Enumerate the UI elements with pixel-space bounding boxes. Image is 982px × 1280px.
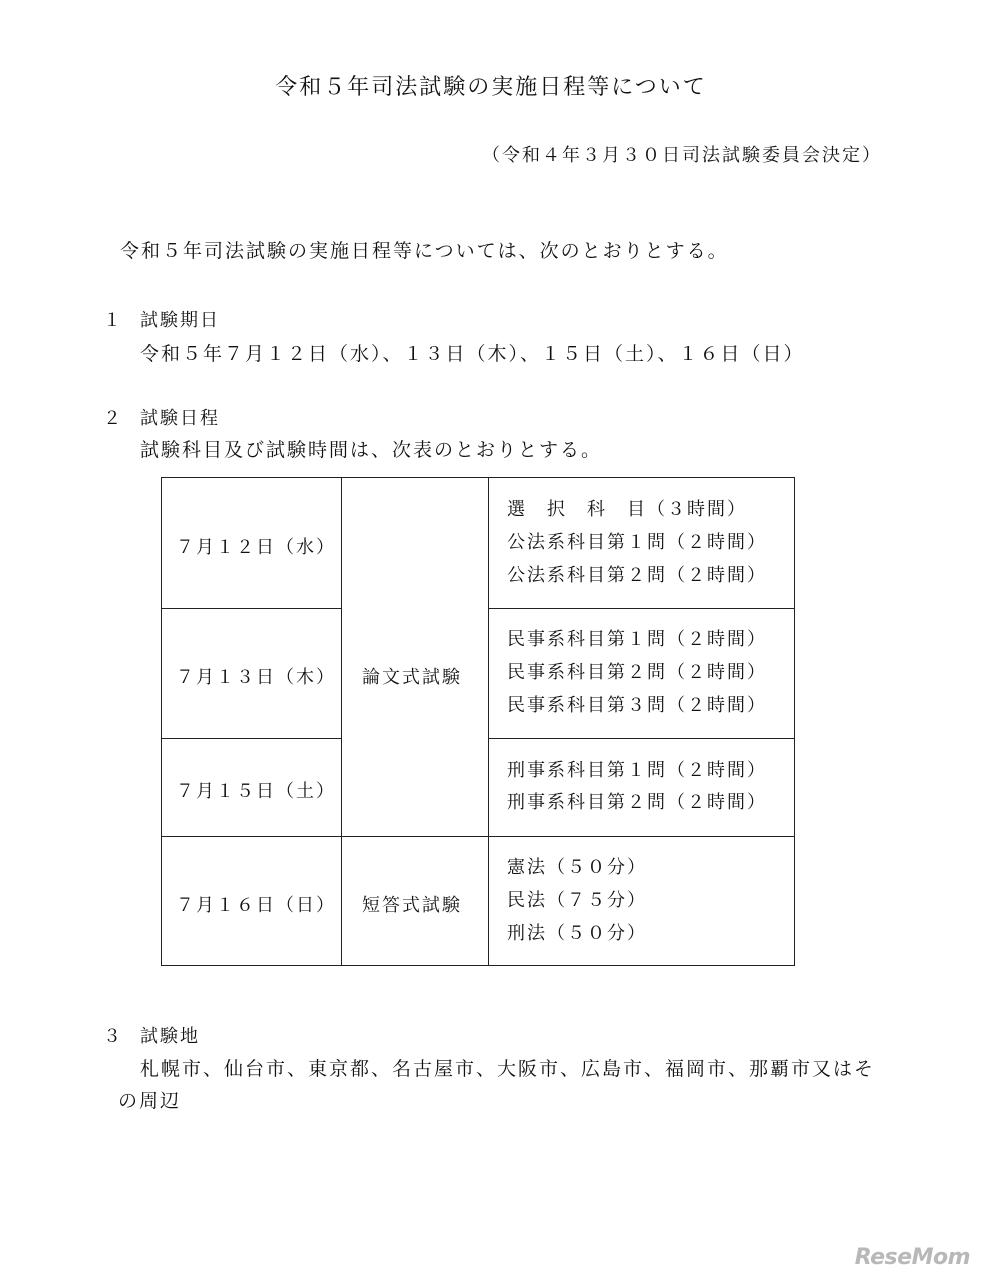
table-divider: [162, 836, 794, 837]
section-1-heading: 試験期日: [140, 310, 220, 331]
table-subject: 公法系科目第１問（２時間）: [507, 532, 767, 553]
table-date-cell: ７月１２日（水）: [176, 537, 336, 558]
table-subject: 民事系科目第２問（２時間）: [507, 662, 767, 683]
table-subject: 憲法（５０分）: [507, 857, 647, 878]
table-date-cell: ７月１３日（木）: [176, 667, 336, 688]
schedule-table: [161, 477, 795, 966]
table-subject: 刑法（５０分）: [507, 923, 647, 944]
resemom-logo: ReseMom: [854, 1245, 970, 1270]
table-subject: 民法（７５分）: [507, 890, 647, 911]
document-title: 令和５年司法試験の実施日程等について: [275, 75, 707, 100]
table-divider: [162, 738, 342, 739]
table-subject: 民事系科目第１問（２時間）: [507, 629, 767, 650]
table-subject: 選 択 科 目（３時間）: [507, 499, 747, 520]
table-exam-type: 論文式試験: [362, 667, 462, 688]
table-divider: [488, 608, 794, 609]
table-date-cell: ７月１６日（日）: [176, 895, 336, 916]
table-subject: 民事系科目第３問（２時間）: [507, 695, 767, 716]
section-2-body: 試験科目及び試験時間は、次表のとおりとする。: [140, 439, 603, 461]
table-subject: 公法系科目第２問（２時間）: [507, 565, 767, 586]
section-3-number: ３: [103, 1026, 121, 1047]
section-3-body-line1: 札幌市、仙台市、東京都、名古屋市、大阪市、広島市、福岡市、那覇市又はそ: [140, 1058, 876, 1080]
table-subject: 刑事系科目第２問（２時間）: [507, 792, 767, 813]
section-1-body: 令和５年７月１２日（水）、１３日（木）、１５日（土）、１６日（日）: [140, 343, 805, 365]
table-divider: [488, 738, 794, 739]
section-2-heading: 試験日程: [140, 408, 220, 429]
table-divider: [341, 478, 342, 965]
section-3-body-line2: の周辺: [118, 1090, 182, 1112]
table-divider: [488, 478, 489, 965]
section-1-number: １: [103, 310, 121, 331]
table-date-cell: ７月１５日（土）: [176, 781, 336, 802]
intro-paragraph: 令和５年司法試験の実施日程等については、次のとおりとする。: [120, 240, 729, 262]
section-2-number: ２: [103, 408, 121, 429]
table-subject: 刑事系科目第１問（２時間）: [507, 760, 767, 781]
section-3-heading: 試験地: [140, 1026, 200, 1047]
table-exam-type: 短答式試験: [362, 895, 462, 916]
table-divider: [162, 608, 342, 609]
decision-note: （令和４年３月３０日司法試験委員会決定）: [482, 145, 882, 166]
